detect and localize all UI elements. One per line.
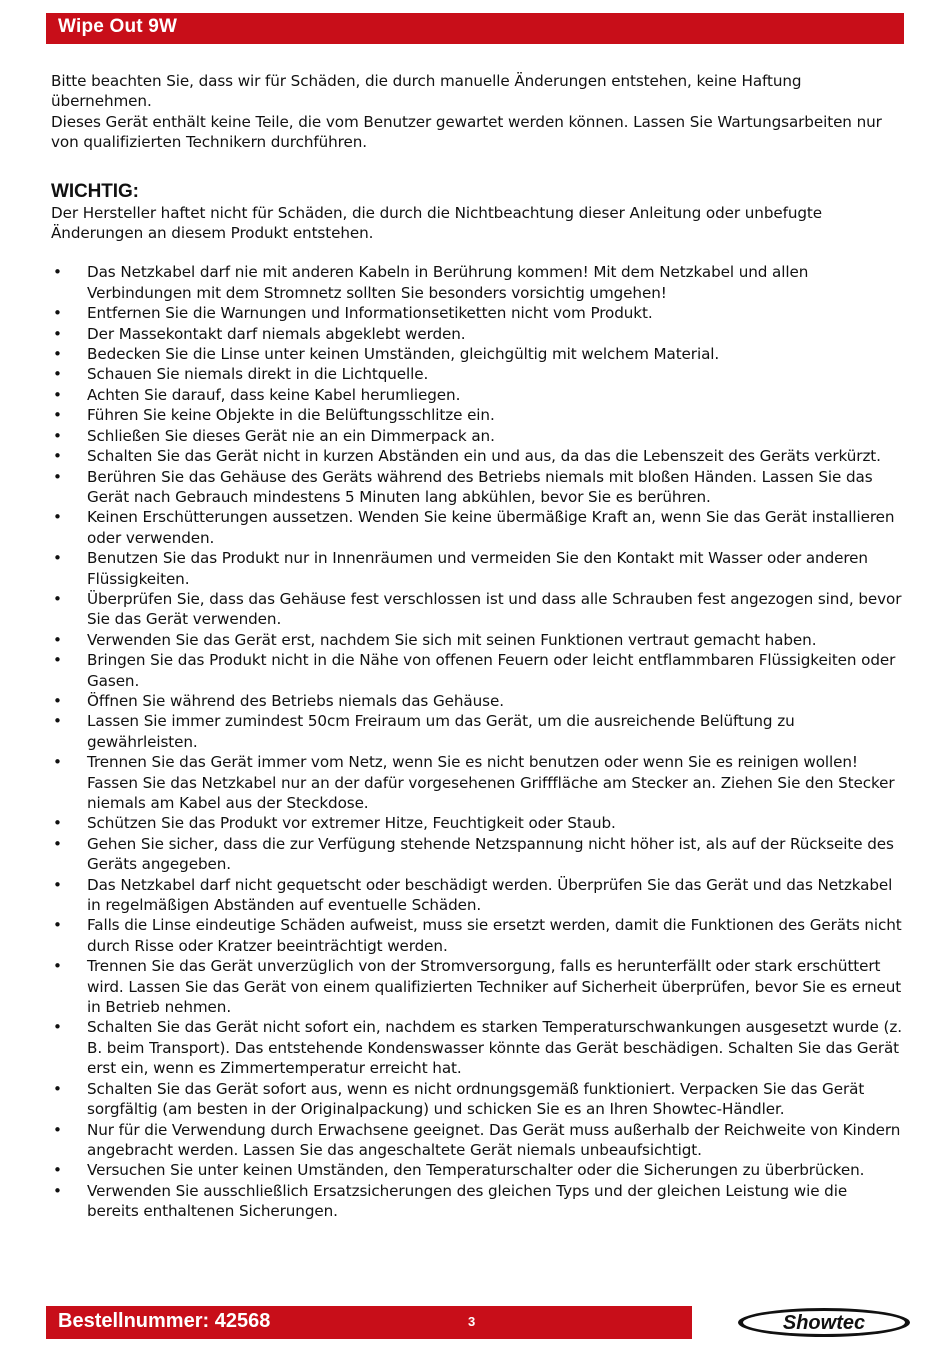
order-number: Bestellnummer: 42568 — [58, 1310, 271, 1332]
bullet-icon: • — [53, 508, 62, 527]
list-item-text: Falls die Linse eindeutige Schäden aufweist, muss sie ersetzt werden, damit die Funktionen des Geräts nicht durch Risse oder Kratzer beeinträchtigt werden. — [87, 916, 902, 955]
list-item — [51, 1079, 903, 1120]
list-item-text: Nur für die Verwendung durch Erwachsene geeignet. Das Gerät muss außerhalb der Reichweite von Kindern angebracht werden. Lassen Sie das angeschaltete Gerät niemals unbeaufsichtigt. — [87, 1120, 901, 1159]
list-item — [51, 467, 903, 508]
list-item-text: Benutzen Sie das Produkt nur in Innenräumen und vermeiden Sie den Kontakt mit Wasser oder anderen Flüssigkeiten. — [87, 549, 868, 588]
list-item-text: Versuchen Sie unter keinen Umständen, den Temperaturschalter oder die Sicherungen zu überbrücken. — [87, 1161, 865, 1180]
list-item — [51, 364, 903, 384]
bullet-icon: • — [53, 753, 62, 772]
list-item-text: Schalten Sie das Gerät nicht in kurzen Abständen ein und aus, da das die Lebenszeit des Geräts verkürzt. — [87, 447, 881, 466]
list-item-text: Das Netzkabel darf nicht gequetscht oder beschädigt werden. Überprüfen Sie das Gerät und das Netzkabel in regelmäßigen Abständen auf eventuelle Schäden. — [87, 875, 893, 915]
list-item-text: Verwenden Sie das Gerät erst, nachdem Sie sich mit seinen Funktionen vertraut gemacht haben. — [87, 630, 817, 649]
list-item — [51, 630, 903, 650]
bullet-icon: • — [53, 1161, 62, 1180]
list-item — [51, 1120, 903, 1161]
list-item-text: Lassen Sie immer zumindest 50cm Freiraum um das Gerät, um die ausreichende Belüftung zu gewährleisten. — [87, 712, 795, 751]
page-title: Wipe Out 9W — [58, 16, 178, 37]
footer-bar — [46, 1306, 904, 1339]
bullet-icon: • — [53, 630, 62, 649]
list-item-text: Trennen Sie das Gerät immer vom Netz, wenn Sie es nicht benutzen oder wenn Sie es reinigen wollen! Fassen Sie das Netzkabel nur an der dafür vorgesehenen Grifffläche am Stecker an. Ziehen Sie den Stecker niemals am Kabel aus der Steckdose. — [87, 753, 895, 812]
list-item-text: Achten Sie darauf, dass keine Kabel herumliegen. — [87, 385, 461, 404]
list-item-text: Trennen Sie das Gerät unverzüglich von der Stromversorgung, falls es herunterfällt oder stark erschüttert wird. Lassen Sie das Gerät von einem qualifizierten Techniker auf Sicherheit überprüfen, bevor Sie es erneut in Betrieb nehmen. — [87, 957, 902, 1017]
showtec-logo — [736, 1307, 912, 1338]
list-item — [51, 875, 903, 916]
list-item — [51, 589, 903, 630]
list-item — [51, 426, 903, 446]
list-item — [51, 915, 903, 956]
bullet-icon: • — [53, 875, 62, 894]
bullet-icon: • — [53, 549, 62, 568]
list-item — [51, 262, 903, 303]
list-item-text: Führen Sie keine Objekte in die Belüftungsschlitze ein. — [87, 406, 495, 425]
bullet-icon: • — [53, 1079, 62, 1098]
list-item — [51, 385, 903, 405]
bullet-icon: • — [53, 834, 62, 853]
list-item-text: Schützen Sie das Produkt vor extremer Hitze, Feuchtigkeit oder Staub. — [87, 814, 616, 833]
bullet-icon: • — [53, 814, 62, 833]
list-item-text: Öffnen Sie während des Betriebs niemals das Gehäuse. — [87, 691, 504, 710]
list-item-text: Bedecken Sie die Linse unter keinen Umständen, gleichgültig mit welchem Material. — [87, 345, 720, 364]
list-item — [51, 548, 903, 589]
list-item — [51, 956, 903, 1017]
bullet-icon: • — [53, 691, 62, 710]
list-item — [51, 1160, 903, 1180]
list-item-text: Der Massekontakt darf niemals abgeklebt werden. — [87, 324, 466, 343]
list-item — [51, 650, 903, 691]
bullet-icon: • — [53, 385, 62, 404]
safety-instructions-list — [51, 262, 903, 1221]
bullet-icon: • — [53, 365, 62, 384]
bullet-icon: • — [53, 589, 62, 608]
list-item-text: Schauen Sie niemals direkt in die Lichtquelle. — [87, 365, 429, 384]
list-item — [51, 303, 903, 323]
list-item-text: Schalten Sie das Gerät sofort aus, wenn es nicht ordnungsgemäß funktioniert. Verpacken Sie das Gerät sorgfältig (am besten in der Originalpackung) und schicken Sie es an Ihren Showtec-Händler. — [87, 1079, 865, 1119]
bullet-icon: • — [53, 916, 62, 935]
list-item-text: Schließen Sie dieses Gerät nie an ein Dimmerpack an. — [87, 426, 495, 445]
list-item — [51, 711, 903, 752]
list-item — [51, 691, 903, 711]
list-item-text: Keinen Erschütterungen aussetzen. Wenden Sie keine übermäßige Kraft an, wenn Sie das Gerät installieren oder verwenden. — [87, 508, 895, 547]
list-item — [51, 813, 903, 833]
list-item-text: Gehen Sie sicher, dass die zur Verfügung stehende Netzspannung nicht höher ist, als auf der Rückseite des Geräts angegeben. — [87, 834, 894, 874]
page-number: 3 — [468, 1314, 476, 1329]
list-item-text: Bringen Sie das Produkt nicht in die Nähe von offenen Feuern oder leicht entflammbaren Flüssigkeiten oder Gasen. — [87, 651, 896, 690]
list-item — [51, 752, 903, 813]
important-heading: WICHTIG: — [51, 180, 139, 202]
list-item-text: Schalten Sie das Gerät nicht sofort ein, nachdem es starken Temperaturschwankungen ausgesetzt wurde (z. B. beim Transport). Das entstehende Kondenswasser könnte das Gerät beschädigen. Schalten Sie das Gerät erst ein, wenn es Zimmertemperatur erreicht hat. — [87, 1018, 902, 1078]
bullet-icon: • — [53, 304, 62, 323]
bullet-icon: • — [53, 263, 62, 282]
list-item — [51, 1017, 903, 1078]
list-item-text: Entfernen Sie die Warnungen und Informationsetiketten nicht vom Produkt. — [87, 304, 653, 323]
intro-paragraph-liability: Bitte beachten Sie, dass wir für Schäden, die durch manuelle Änderungen entstehen, keine Haftung übernehmen. — [51, 72, 802, 111]
list-item — [51, 1181, 903, 1222]
list-item — [51, 405, 903, 425]
logo-wordmark: Showtec — [782, 1312, 866, 1334]
bullet-icon: • — [53, 426, 62, 445]
list-item — [51, 344, 903, 364]
document-body — [51, 71, 903, 1222]
intro-paragraph-maintenance: Dieses Gerät enthält keine Teile, die vom Benutzer gewartet werden können. Lassen Sie Wartungsarbeiten nur von qualifizierten Technikern durchführen. — [51, 112, 882, 152]
list-item — [51, 324, 903, 344]
bullet-icon: • — [53, 345, 62, 364]
list-item-text: Überprüfen Sie, dass das Gehäuse fest verschlossen ist und dass alle Schrauben fest angezogen sind, bevor Sie das Gerät verwenden. — [87, 589, 902, 629]
bullet-icon: • — [53, 651, 62, 670]
header-bar — [46, 13, 904, 44]
bullet-icon: • — [53, 467, 62, 486]
list-item — [51, 834, 903, 875]
bullet-icon: • — [53, 1018, 62, 1037]
bullet-icon: • — [53, 324, 62, 343]
list-item-text: Berühren Sie das Gehäuse des Geräts während des Betriebs niemals mit bloßen Händen. Lassen Sie das Gerät nach Gebrauch mindestens 5 Minuten lang abkühlen, bevor Sie es berühren. — [87, 467, 873, 506]
bullet-icon: • — [53, 957, 62, 976]
important-text: Der Hersteller haftet nicht für Schäden, die durch die Nichtbeachtung dieser Anleitung oder unbefugte Änderungen an diesem Produkt entstehen. — [51, 203, 823, 243]
bullet-icon: • — [53, 406, 62, 425]
brand-logo-area — [692, 1306, 904, 1339]
bullet-icon: • — [53, 712, 62, 731]
list-item-text: Verwenden Sie ausschließlich Ersatzsicherungen des gleichen Typs und der gleichen Leistung wie die bereits enthaltenen Sicherungen. — [87, 1181, 848, 1221]
list-item — [51, 446, 903, 466]
bullet-icon: • — [53, 1181, 62, 1200]
bullet-icon: • — [53, 447, 62, 466]
bullet-icon: • — [53, 1120, 62, 1139]
list-item — [51, 507, 903, 548]
list-item-text: Das Netzkabel darf nie mit anderen Kabeln in Berührung kommen! Mit dem Netzkabel und allen Verbindungen mit dem Stromnetz sollten Sie besonders vorsichtig umgehen! — [87, 263, 809, 302]
